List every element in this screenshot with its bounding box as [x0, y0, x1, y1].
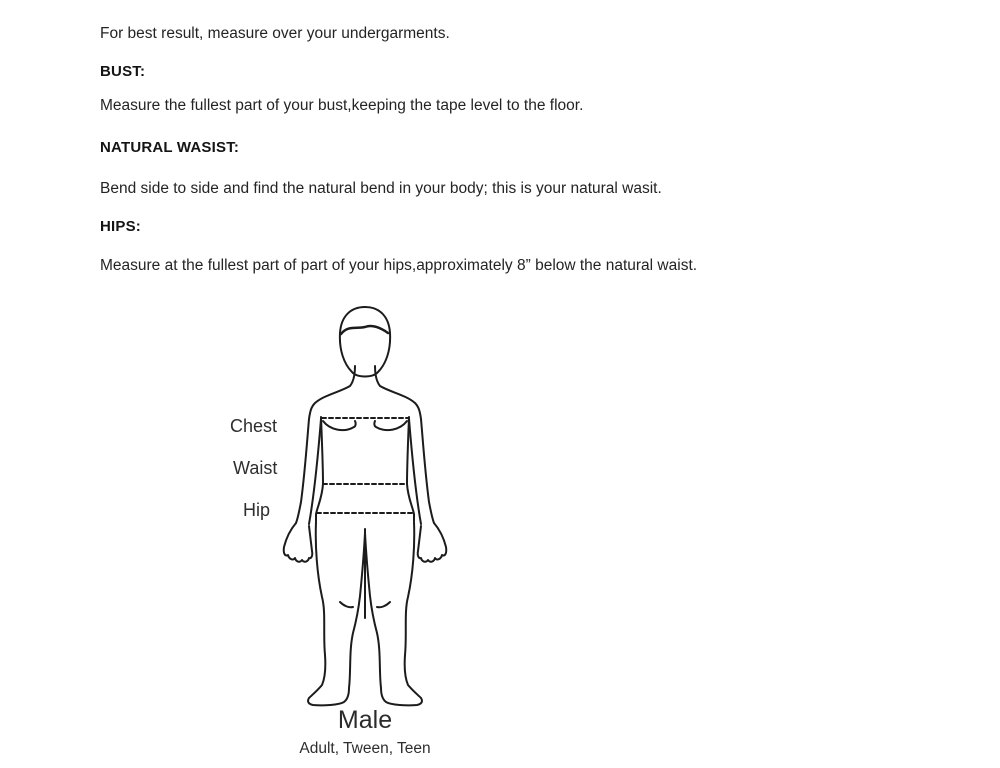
hips-instruction: Measure at the fullest part of part of your hips,approximately 8” below the natural waist.	[100, 257, 698, 274]
bust-heading: BUST:	[100, 63, 146, 80]
neck-shoulder-arm-left	[296, 366, 355, 523]
figure-caption-title: Male	[337, 706, 393, 734]
intro-text: For best result, measure over your undergarments.	[100, 25, 450, 42]
male-body-outline-drawing	[265, 300, 465, 710]
natural-waist-heading: NATURAL WASIST:	[100, 139, 240, 156]
knee-crease-left	[340, 602, 353, 607]
hip-label: Hip	[243, 500, 271, 520]
chest-label: Chest	[230, 416, 278, 436]
natural-waist-instruction: Bend side to side and find the natural bend in your body; this is your natural wasit.	[100, 180, 662, 197]
hand-left	[284, 523, 313, 562]
inner-arm-left	[309, 419, 321, 524]
figure-caption-subtitle: Adult, Tween, Teen	[299, 740, 431, 757]
waist-label: Waist	[233, 458, 278, 478]
hair-fringe	[341, 326, 388, 334]
hips-heading: HIPS:	[100, 218, 142, 235]
leg-left	[308, 522, 365, 705]
male-figure-illustration	[265, 300, 465, 710]
bust-instruction: Measure the fullest part of your bust,keeping the tape level to the floor.	[100, 97, 584, 114]
head-outline	[340, 307, 390, 377]
pec-line-left	[323, 421, 356, 430]
